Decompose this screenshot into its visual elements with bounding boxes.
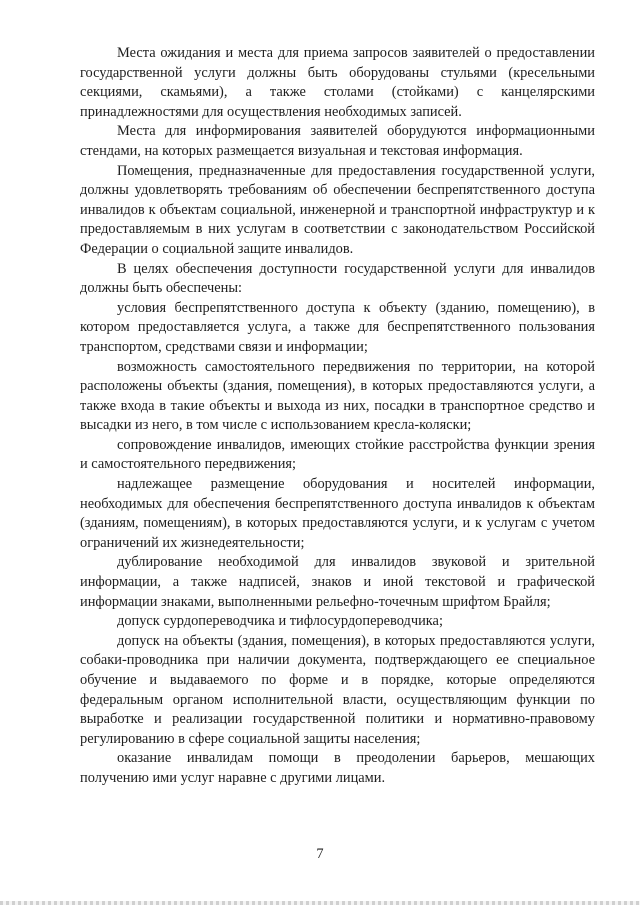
list-item-independent-movement: возможность самостоятельного передвижения по территории, на которой расположены объекты (здания, помещения), в которых предоставляются услуги, а также входа в такие объекты и выхода из них, посадки в транспортное средство и высадки из него, в том числе с использованием кресла-коляски; (80, 358, 595, 434)
list-item-guide-dog: допуск на объекты (здания, помещения), в которых предоставляются услуги, собаки-проводника при наличии документа, подтверждающего ее специальное обучение и выдаваемого по форме и в порядке, которые определяются федеральным органом исполнительной власти, осуществляющим функции по выработке и реализации государственной политики и нормативно-правовому регулированию в сфере социальной защиты населения; (80, 632, 595, 747)
list-item-unimpeded-access: условия беспрепятственного доступа к объекту (зданию, помещению), в котором предоставляется услуга, а также для беспрепятственного пользования транспортом, средствами связи и информации; (80, 299, 595, 355)
list-item-braille-duplication: дублирование необходимой для инвалидов звуковой и зрительной информации, а также надписей, знаков и иной текстовой и графической информации знаками, выполненными рельефно-точечным шрифтом Брайля; (80, 554, 595, 610)
list-item-equipment-placement: надлежащее размещение оборудования и носителей информации, необходимых для обеспечения беспрепятственного доступа инвалидов к объектам (зданиям, помещениям), в которых предоставляются услуги, и к услугам с учетом ограничений их жизнедеятельности; (80, 476, 595, 551)
list-item-escort: сопровождение инвалидов, имеющих стойкие расстройства функции зрения и самостоятельного передвижения; (80, 436, 595, 473)
scan-edge-artifact (0, 901, 640, 905)
paragraph-waiting-areas: Места ожидания и места для приема запросов заявителей о предоставлении государственной услуги должны быть оборудованы стульями (кресельными секциями, скамьями), а также столами (стойками) с канцелярскими принадлежностями для осуществления необходимых записей. (80, 45, 595, 120)
list-item-barrier-assistance: оказание инвалидам помощи в преодолении барьеров, мешающих получению ими услуг наравне с другими лицами. (80, 750, 595, 786)
document-body (80, 44, 595, 789)
page-number: 7 (316, 846, 324, 862)
list-item-sign-interpreter: допуск сурдопереводчика и тифлосурдопереводчика; (117, 613, 443, 630)
paragraph-info-stands: Места для информирования заявителей оборудуются информационными стендами, на которых размещается визуальная и текстовая информация. (80, 123, 595, 159)
paragraph-accessibility-intro: В целях обеспечения доступности государственной услуги для инвалидов должны быть обеспечены: (80, 260, 595, 297)
paragraph-premises-requirements: Помещения, предназначенные для предоставления государственной услуги, должны удовлетворять требованиям об обеспечении беспрепятственного доступа инвалидов к объектам социальной, инженерной и транспортной инфраструктур и к предоставляемым в них услугам в соответствии с законодательством Российской Федерации о социальной защите инвалидов. (80, 162, 595, 257)
